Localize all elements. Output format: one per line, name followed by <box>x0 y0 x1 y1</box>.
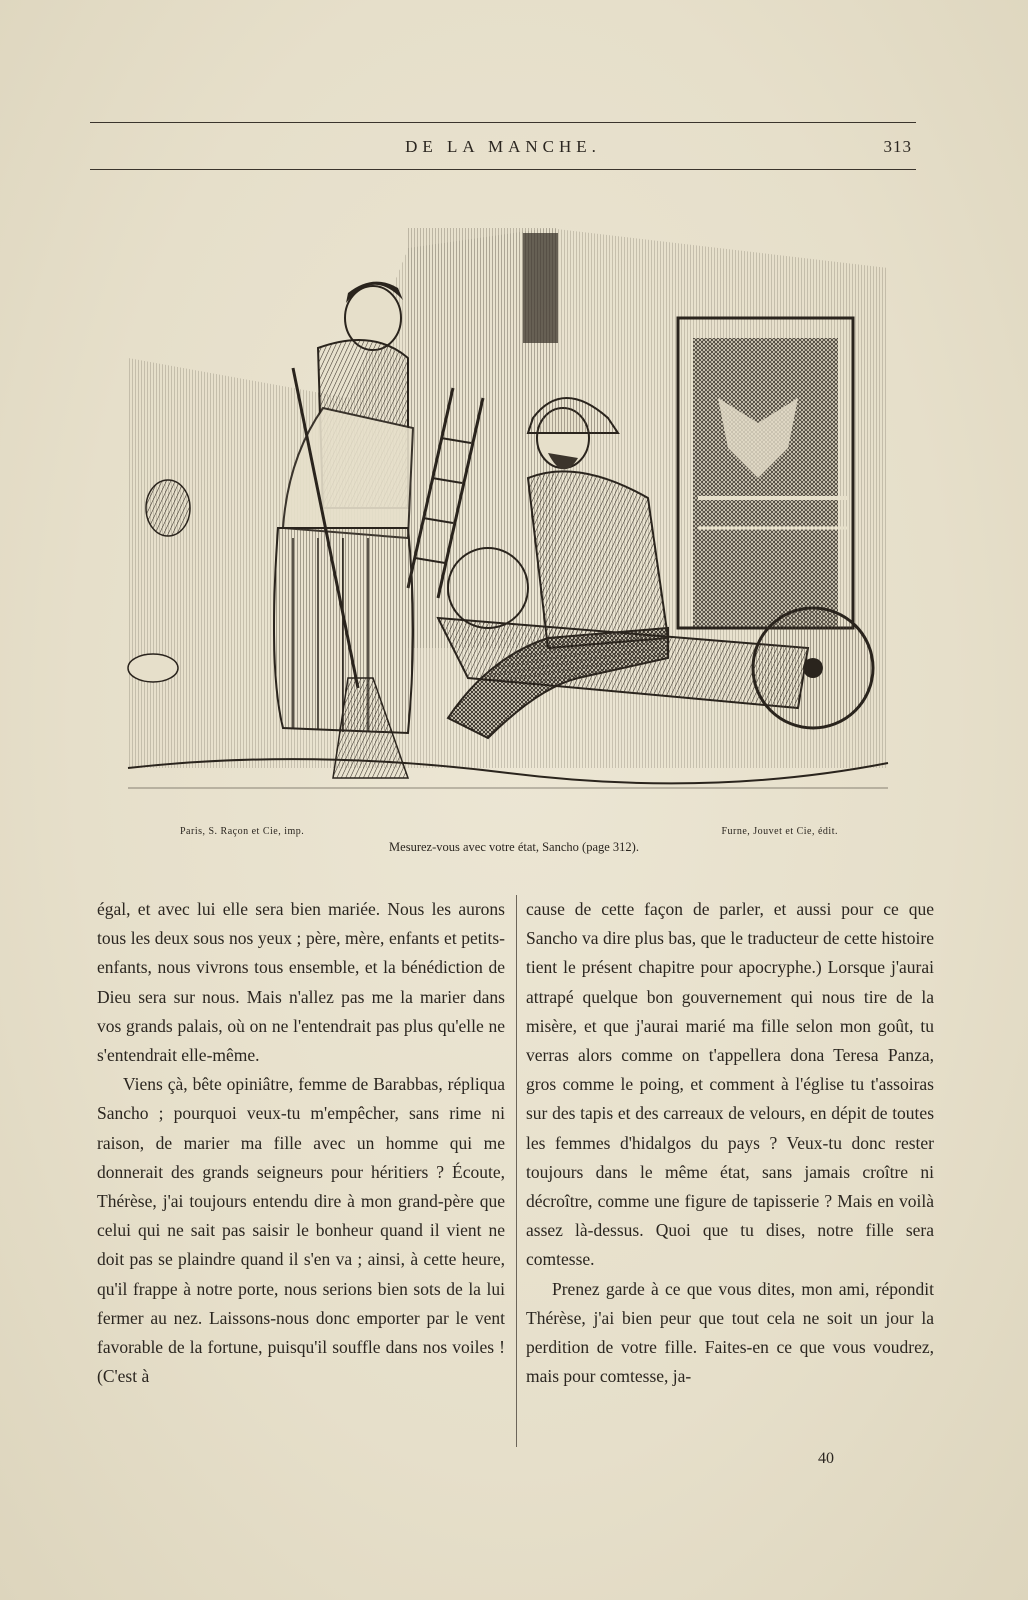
header-rule-top <box>90 122 916 123</box>
left-column <box>97 895 505 1391</box>
running-head <box>90 137 916 159</box>
signature-mark: 40 <box>818 1450 834 1467</box>
illustration-caption: Mesurez-vous avec votre état, Sancho (page 312). <box>389 840 639 854</box>
running-title: DE LA MANCHE. <box>405 137 601 156</box>
right-paragraph-1: cause de cette façon de parler, et aussi pour ce que Sancho va dire plus bas, que le traducteur de cette histoire tient le présent chapitre pour apocryphe.) Lorsque j'aurai attrapé quelque bon gouvernement qui nous tire de la misère, et que j'aurai marié ma fille selon mon goût, tu verras alors comme on t'appellera dona Teresa Panza, gros comme le poing, et comment à l'église tu t'assoiras sur des tapis et des carreaux de velours, en dépit de toutes les femmes d'hidalgos du pays ? Veux-tu donc rester toujours dans le même état, sans jamais croître ni décroître, comme une figure de tapisserie ? Mais en voilà assez là-dessus. Quoi que tu dises, notre fille sera comtesse. <box>526 899 934 1270</box>
column-divider <box>516 895 517 1447</box>
right-column <box>526 895 934 1391</box>
left-paragraph-2: Viens çà, bête opiniâtre, femme de Barabbas, répliqua Sancho ; pourquoi veux-tu m'empêcher, sans rime ni raison, de marier ma fille avec un homme qui me donnerait des grands seigneurs pour héritiers ? Écoute, Thérèse, j'ai toujours entendu dire à mon grand-père que celui qui ne sait pas saisir le bonheur quand il vient ne doit pas se plaindre quand il s'en va ; ainsi, à cette heure, qu'il frappe à notre porte, nous serions bien sots de la lui fermer au nez. Laissons-nous donc emporter par le vent favorable de la fortune, puisqu'il souffle dans nos voiles ! (C'est à <box>97 1074 505 1387</box>
publisher-credit: Furne, Jouvet et Cie, édit. <box>721 826 838 837</box>
engraving-illustration <box>108 208 908 808</box>
header-rule-bottom <box>90 169 916 170</box>
left-paragraph-1: égal, et avec lui elle sera bien mariée. Nous les aurons tous les deux sous nos yeux ; père, mère, enfants et petits-enfants, nous vivrons tous ensemble, et la bénédiction de Dieu sera sur nous. Mais n'allez pas me la marier dans vos grands palais, où on ne l'entendrait pas plus qu'elle ne s'entendrait elle-même. <box>97 899 505 1066</box>
printer-credit: Paris, S. Raçon et Cie, imp. <box>180 826 305 837</box>
page-number: 313 <box>883 137 912 156</box>
right-paragraph-2: Prenez garde à ce que vous dites, mon ami, répondit Thérèse, j'ai bien peur que tout cela ne soit un jour la perdition de votre fille. Faites-en ce que vous voudrez, mais pour comtesse, ja- <box>526 1278 934 1387</box>
